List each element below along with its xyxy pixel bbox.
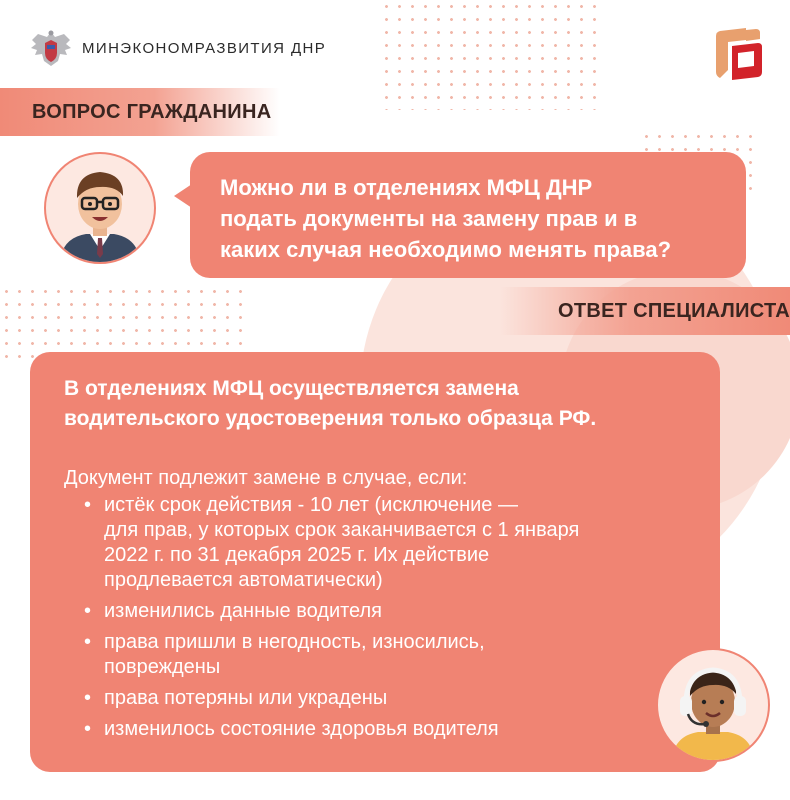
list-item-line: • права потеряны или украдены [104,687,388,709]
list-item [84,630,700,680]
list-item-line: для прав, у которых срок заканчивается с 1 января [104,519,580,541]
question-tag [0,88,280,136]
question-line: подать документы на замену прав и в [220,206,638,231]
answer-tag-label: ОТВЕТ СПЕЦИАЛИСТА [558,299,790,322]
list-item-line: • права пришли в негодность, износились, [104,631,485,653]
list-item [84,686,700,711]
answer-lead-line: водительского удостоверения только образца РФ. [64,407,597,430]
list-item-line: продлевается автоматически) [104,569,383,591]
list-item-line: • изменились данные водителя [104,600,383,622]
question-bubble [190,152,746,278]
dpr-coat-of-arms-icon [28,28,74,70]
answer-card [30,352,720,772]
question-line: каких случая необходимо менять права? [220,237,672,262]
replacement-reasons-list [64,493,700,742]
ministry-name: МИНЭКОНОМРАЗВИТИЯ ДНР [82,40,327,57]
list-item-line: • изменилось состояние здоровья водителя [104,718,499,740]
citizen-avatar [44,152,156,264]
answer-lead [64,374,700,434]
answer-lead-line: В отделениях МФЦ осуществляется замена [64,377,519,400]
list-item [84,599,700,624]
list-item-line: • истёк срок действия - 10 лет (исключение — [104,494,518,516]
answer-intro: Документ подлежит замене в случае, если: [64,467,468,489]
specialist-avatar [656,648,770,762]
list-item-line: 2022 г. по 31 декабря 2025 г. Их действие [104,544,490,566]
question-tag-label: ВОПРОС ГРАЖДАНИНА [32,100,272,123]
question-text [220,172,726,265]
list-item [84,493,700,593]
mfc-logo-icon [710,26,766,84]
dot-pattern-top [380,0,600,110]
list-item [84,717,700,742]
list-item-line: повреждены [104,656,221,678]
answer-tag [500,287,790,335]
question-line: Можно ли в отделениях МФЦ ДНР [220,175,593,200]
dot-pattern-left [0,285,250,360]
